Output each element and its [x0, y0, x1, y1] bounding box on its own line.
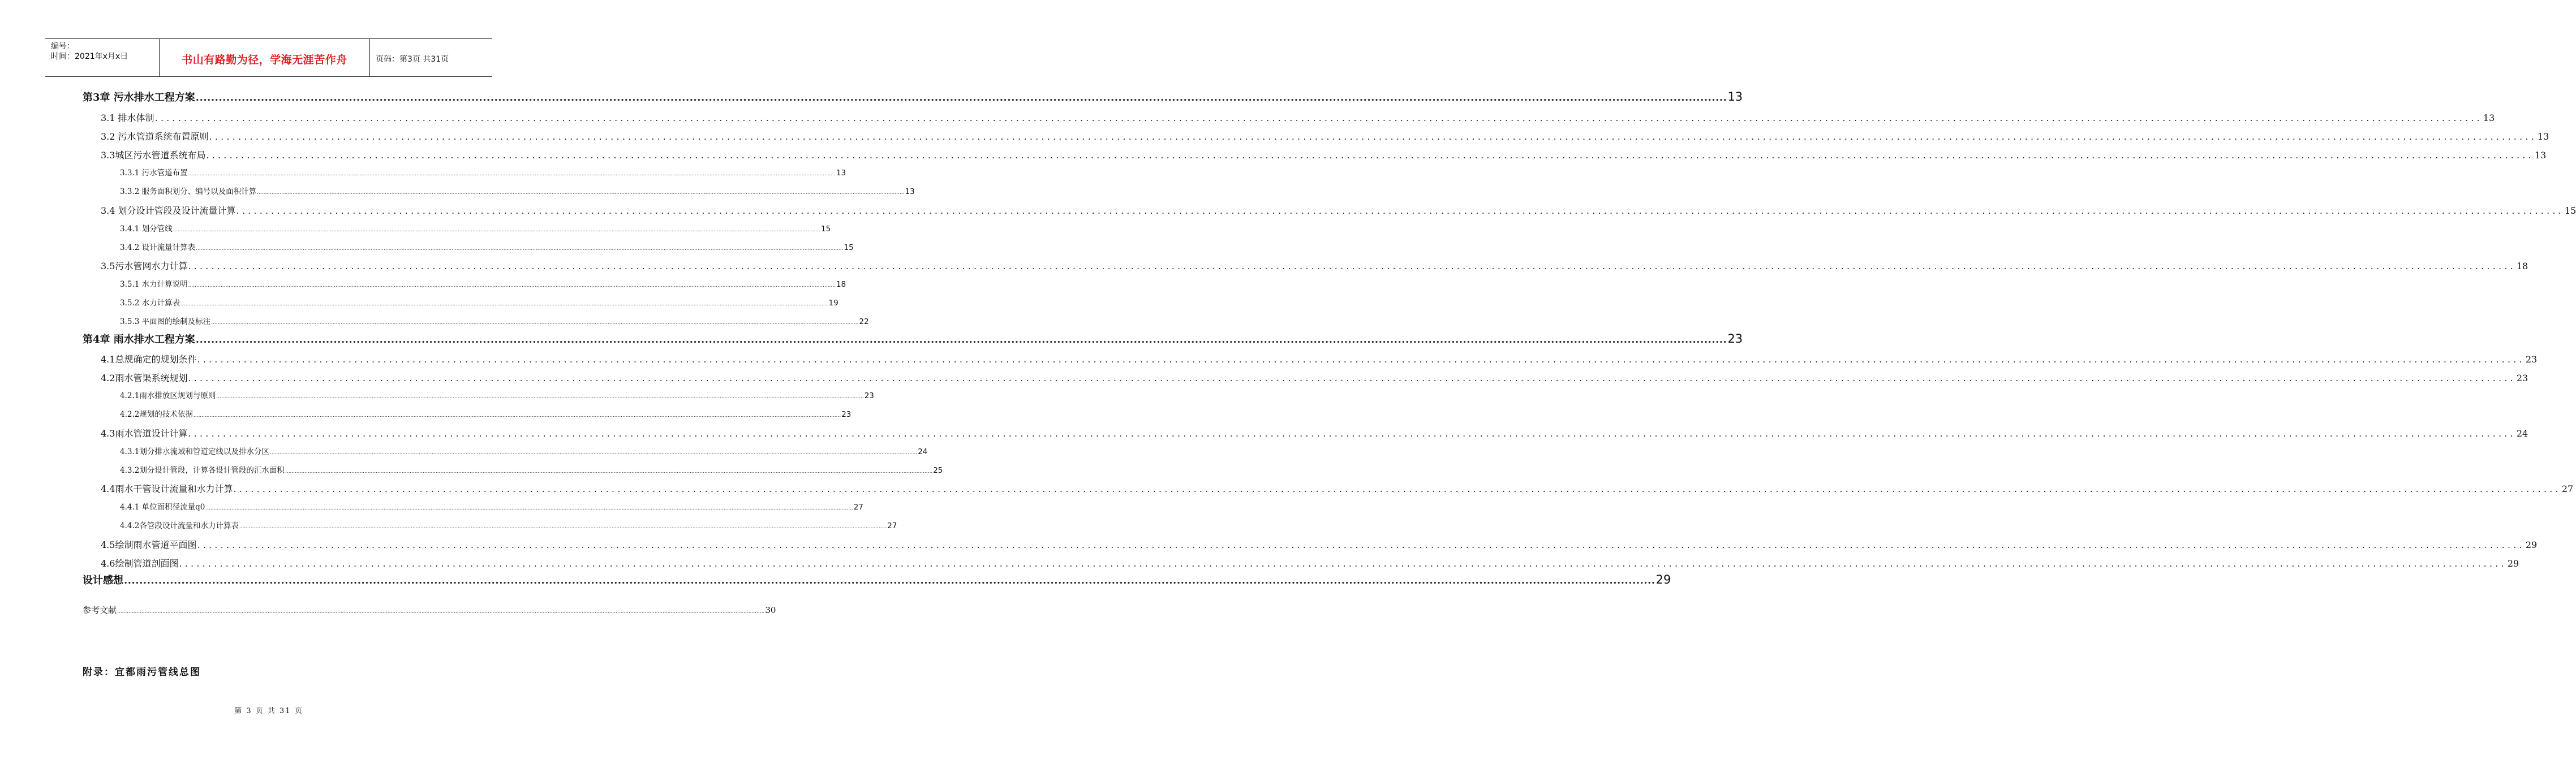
toc-entry-page: 24	[2516, 428, 2528, 439]
toc-subsection[interactable]	[120, 185, 915, 196]
toc-entry-page: 23	[1727, 332, 1743, 346]
toc-section[interactable]	[101, 111, 2495, 124]
toc-entry-title: 参考文献	[83, 605, 117, 615]
page-header	[45, 38, 492, 77]
toc-entry-title: 3.5.3 平面图的绘制及标注	[120, 317, 211, 326]
toc-entry-title: 4.3.2划分设计管段，计算各设计管段的汇水面积	[120, 466, 285, 475]
toc-dot-leader: ................................................................................................................................................................................................................................................................................................................................................................................................................	[216, 394, 864, 400]
toc-entry-page: 25	[933, 466, 943, 475]
toc-section[interactable]	[101, 148, 2547, 161]
toc-section[interactable]	[101, 371, 2528, 384]
toc-entry-title: 设计感想	[83, 575, 123, 586]
toc-entry-title: 3.4 划分设计管段及设计流量计算	[101, 205, 236, 216]
toc-entry-title: 3.3城区污水管道系统布局	[101, 150, 206, 161]
toc-subsection[interactable]	[120, 222, 831, 234]
toc-chapter[interactable]	[83, 89, 1743, 104]
toc-dot-leader: ................................................................................................................................................................................................................................................................................................................................................................................................................	[179, 558, 2507, 569]
toc-entry-title: 3.5污水管网水力计算	[101, 261, 188, 271]
toc-entry-title: 4.5绘制雨水管道平面图	[101, 539, 197, 550]
toc-dot-leader: ................................................................................................................................................................................................................................................................................................................................................................................................................	[236, 205, 2564, 216]
toc-dot-leader: ................................................................................................................................................................................................................................................................................................................................................................................................................	[117, 609, 765, 615]
header-motto: 书山有路勤为径，学海无涯苦作舟	[160, 39, 370, 76]
toc-dot-leader: ................................................................................................................................................................................................................................................................................................................................................................................................................	[257, 190, 905, 196]
document-number-label: 编号：	[51, 42, 75, 51]
toc-dot-leader: ................................................................................................................................................................................................................................................................................................................................................................................................................	[233, 483, 2561, 494]
toc-entry-title: 3.4.2 设计流量计算表	[120, 243, 196, 252]
toc-dot-leader: ................................................................................................................................................................................................................................................................................................................................................................................................................	[211, 320, 859, 326]
toc-entry-title: 4.2雨水管渠系统规划	[101, 373, 188, 383]
toc-entry-page: 13	[2537, 131, 2549, 142]
toc-dot-leader: ................................................................................................................................................................................................................................................................................................................................................................................................................	[188, 373, 2516, 383]
toc-subsection[interactable]	[120, 296, 838, 308]
toc-entry-page: 23	[841, 410, 852, 419]
toc-section[interactable]	[101, 426, 2528, 439]
appendix-note: 附录：宜都雨污管线总图	[83, 667, 201, 678]
toc-dot-leader: ................................................................................................................................................................................................................................................................................................................................................................................................................	[188, 283, 836, 288]
toc-subsection[interactable]	[120, 408, 852, 419]
toc-subsection[interactable]	[120, 315, 869, 326]
toc-reference[interactable]	[83, 604, 776, 616]
toc-entry-title: 第3章 污水排水工程方案	[83, 92, 195, 103]
toc-entry-title: 4.3雨水管道设计计算	[101, 428, 188, 439]
toc-entry-title: 3.5.1 水力计算说明	[120, 280, 188, 289]
header-page-info: 页码：第3页 共31页	[376, 55, 449, 64]
toc-entry-page: 29	[2507, 558, 2519, 569]
toc-entry-page: 29	[1655, 573, 1671, 586]
page-footer: 第 3 页 共 31 页	[234, 707, 303, 715]
toc-entry-page: 23	[2525, 354, 2538, 365]
toc-subsection[interactable]	[120, 166, 846, 178]
header-meta	[45, 39, 160, 76]
toc-subsection[interactable]	[120, 241, 854, 252]
toc-entry-page: 13	[2483, 113, 2495, 123]
toc-entry-page: 15	[2564, 205, 2576, 216]
toc-dot-leader: ................................................................................................................................................................................................................................................................................................................................................................................................................	[195, 334, 1727, 346]
toc-section[interactable]	[101, 259, 2528, 272]
toc-subsection[interactable]	[120, 464, 943, 475]
toc-chapter[interactable]	[83, 331, 1743, 346]
toc-entry-page: 18	[2516, 261, 2528, 271]
toc-dot-leader: ................................................................................................................................................................................................................................................................................................................................................................................................................	[180, 301, 828, 307]
toc-section[interactable]	[101, 204, 2576, 217]
toc-subsection[interactable]	[120, 278, 846, 289]
toc-dot-leader: ................................................................................................................................................................................................................................................................................................................................................................................................................	[188, 261, 2516, 271]
toc-entry-title: 4.4雨水干管设计流量和水力计算	[101, 483, 233, 494]
toc-entry-page: 27	[2561, 483, 2574, 494]
toc-entry-title: 第4章 雨水排水工程方案	[83, 334, 195, 346]
toc-entry-page: 27	[887, 521, 897, 530]
toc-dot-leader: ................................................................................................................................................................................................................................................................................................................................................................................................................	[196, 246, 844, 252]
toc-section[interactable]	[101, 129, 2549, 142]
toc-dot-leader: ................................................................................................................................................................................................................................................................................................................................................................................................................	[124, 575, 1655, 586]
toc-chapter[interactable]	[83, 572, 1671, 587]
toc-entry-title: 3.3.1 污水管道布置	[120, 169, 188, 178]
toc-entry-page: 15	[821, 224, 831, 234]
toc-entry-page: 24	[918, 447, 928, 456]
toc-entry-title: 3.1 排水体制	[101, 113, 154, 123]
toc-entry-page: 13	[2534, 150, 2547, 161]
toc-entry-title: 4.4.1 单位面积径流量q0	[120, 503, 205, 512]
toc-dot-leader: ................................................................................................................................................................................................................................................................................................................................................................................................................	[197, 539, 2525, 550]
toc-dot-leader: ................................................................................................................................................................................................................................................................................................................................................................................................................	[188, 428, 2516, 439]
toc-dot-leader: ................................................................................................................................................................................................................................................................................................................................................................................................................	[205, 506, 853, 511]
toc-subsection[interactable]	[120, 519, 897, 530]
toc-entry-title: 4.6绘制管道剖面图	[101, 558, 179, 569]
document-time-label: 时间：2021年x月x日	[51, 52, 128, 61]
toc-entry-page: 23	[864, 391, 874, 400]
toc-section[interactable]	[101, 538, 2538, 551]
toc-entry-page: 13	[905, 187, 915, 196]
toc-dot-leader: ................................................................................................................................................................................................................................................................................................................................................................................................................	[193, 413, 841, 418]
toc-entry-title: 3.5.2 水力计算表	[120, 299, 180, 308]
toc-subsection[interactable]	[120, 500, 863, 512]
toc-entry-page: 19	[828, 299, 838, 308]
toc-dot-leader: ................................................................................................................................................................................................................................................................................................................................................................................................................	[206, 150, 2534, 161]
toc-dot-leader: ................................................................................................................................................................................................................................................................................................................................................................................................................	[173, 227, 820, 233]
toc-dot-leader: ................................................................................................................................................................................................................................................................................................................................................................................................................	[239, 524, 887, 530]
toc-subsection[interactable]	[120, 389, 874, 400]
toc-entry-page: 22	[859, 317, 869, 326]
toc-entry-page: 15	[844, 243, 854, 252]
toc-section[interactable]	[101, 482, 2574, 495]
toc-entry-page: 13	[836, 169, 846, 178]
toc-entry-title: 4.2.2规划的技术依据	[120, 410, 193, 419]
toc-dot-leader: ................................................................................................................................................................................................................................................................................................................................................................................................................	[285, 469, 933, 474]
toc-entry-title: 4.4.2各管段设计流量和水力计算表	[120, 521, 239, 530]
toc-entry-page: 23	[2516, 373, 2528, 383]
toc-dot-leader: ................................................................................................................................................................................................................................................................................................................................................................................................................	[209, 131, 2537, 142]
toc-entry-page: 27	[853, 503, 863, 512]
toc-subsection[interactable]	[120, 445, 928, 456]
toc-entry-page: 29	[2525, 539, 2538, 550]
toc-entry-title: 4.1总规确定的规划条件	[101, 354, 197, 365]
toc-entry-title: 3.4.1 划分管线	[120, 224, 173, 234]
toc-entry-title: 3.2 污水管道系统布置原则	[101, 131, 209, 142]
toc-entry-title: 4.2.1雨水排放区规划与原则	[120, 391, 216, 400]
toc-section[interactable]	[101, 556, 2519, 569]
toc-entry-title: 4.3.1划分排水流域和管道定线以及排水分区	[120, 447, 269, 456]
toc-entry-title: 3.3.2 服务面积划分、编号以及面积计算	[120, 187, 257, 196]
toc-dot-leader: ................................................................................................................................................................................................................................................................................................................................................................................................................	[195, 92, 1727, 103]
toc-dot-leader: ................................................................................................................................................................................................................................................................................................................................................................................................................	[197, 354, 2525, 365]
toc-dot-leader: ................................................................................................................................................................................................................................................................................................................................................................................................................	[188, 171, 836, 177]
toc-entry-page: 13	[1727, 90, 1743, 103]
toc-section[interactable]	[101, 352, 2538, 365]
toc-entry-page: 18	[836, 280, 846, 289]
toc-dot-leader: ................................................................................................................................................................................................................................................................................................................................................................................................................	[269, 450, 918, 456]
toc-entry-page: 30	[765, 605, 776, 615]
toc-dot-leader: ................................................................................................................................................................................................................................................................................................................................................................................................................	[154, 113, 2483, 123]
